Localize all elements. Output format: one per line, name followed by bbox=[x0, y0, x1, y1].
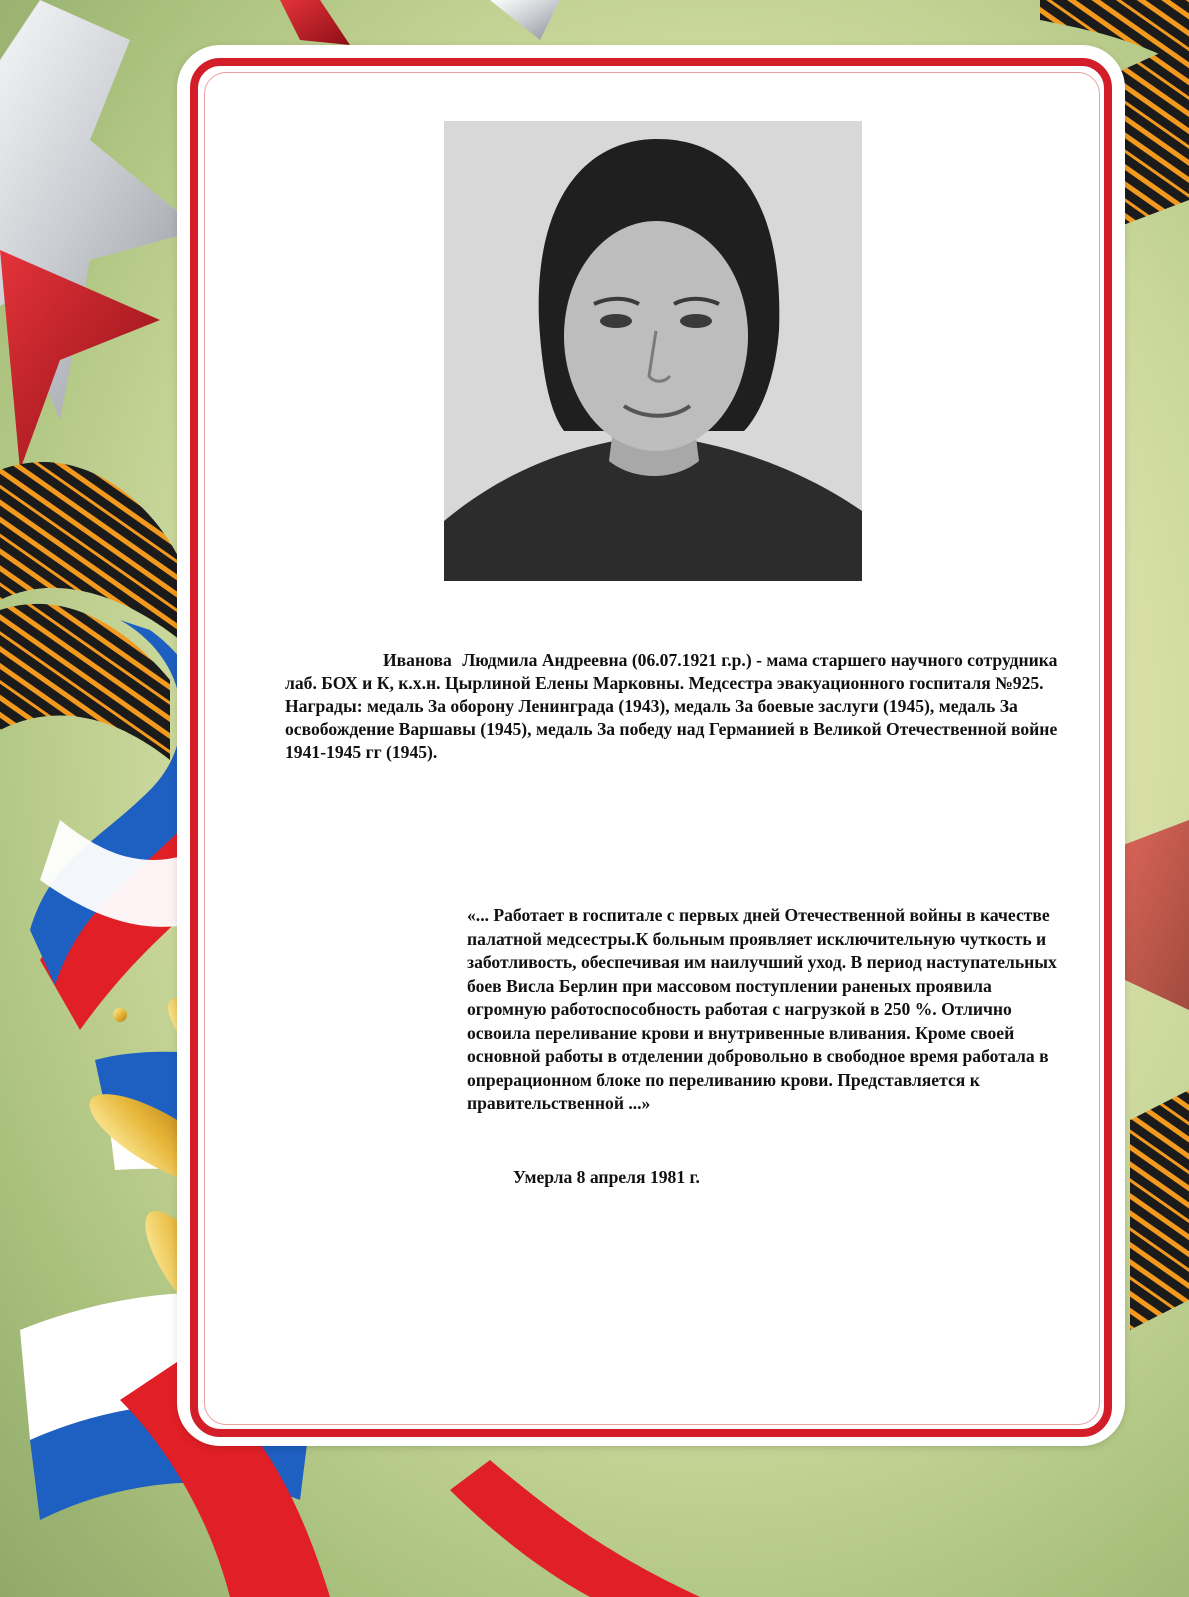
person-surname: Иванова bbox=[383, 650, 452, 670]
death-date-note: Умерла 8 апреля 1981 г. bbox=[513, 1167, 700, 1187]
award-citation-quote: «... Работает в госпитале с первых дней Отечественной войны в качестве палатной медсестры.К больным проявляет исключительную чуткость и заботливость, обеспечивая им наилучший уход. В период наступательных боев Висла Берлин при массовом поступлении раненых проявила огромную работоспособность работая с нагрузкой в 250 %. Отлично освоила переливание крови и внутривенные вливания. Кроме своей основной работы в отделении добровольно в свободное время работала в опрерационном блоке по переливанию крови. Представляется к правительственной ...» bbox=[467, 905, 1057, 1113]
george-ribbon-right bbox=[1130, 1090, 1189, 1330]
top-star-icon bbox=[280, 0, 350, 45]
portrait-photo bbox=[444, 121, 862, 581]
biography-text bbox=[285, 649, 1075, 764]
person-given-names: Людмила Андреевна bbox=[462, 650, 628, 670]
top-left-star-icon bbox=[0, 0, 200, 470]
biography-details: (06.07.1921 г.р.) - мама старшего научного сотрудника лаб. БОХ и К, к.х.н. Цырлиной Елены Марковны. Медсестра эвакуационного госпиталя №925. Награды: медаль За оборону Ленинграда (1943), медаль За боевые заслуги (1945), медаль За освобождение Варшавы (1945), медаль За победу над Германией в Великой Отечественной войне 1941-1945 гг (1945). bbox=[285, 650, 1058, 762]
